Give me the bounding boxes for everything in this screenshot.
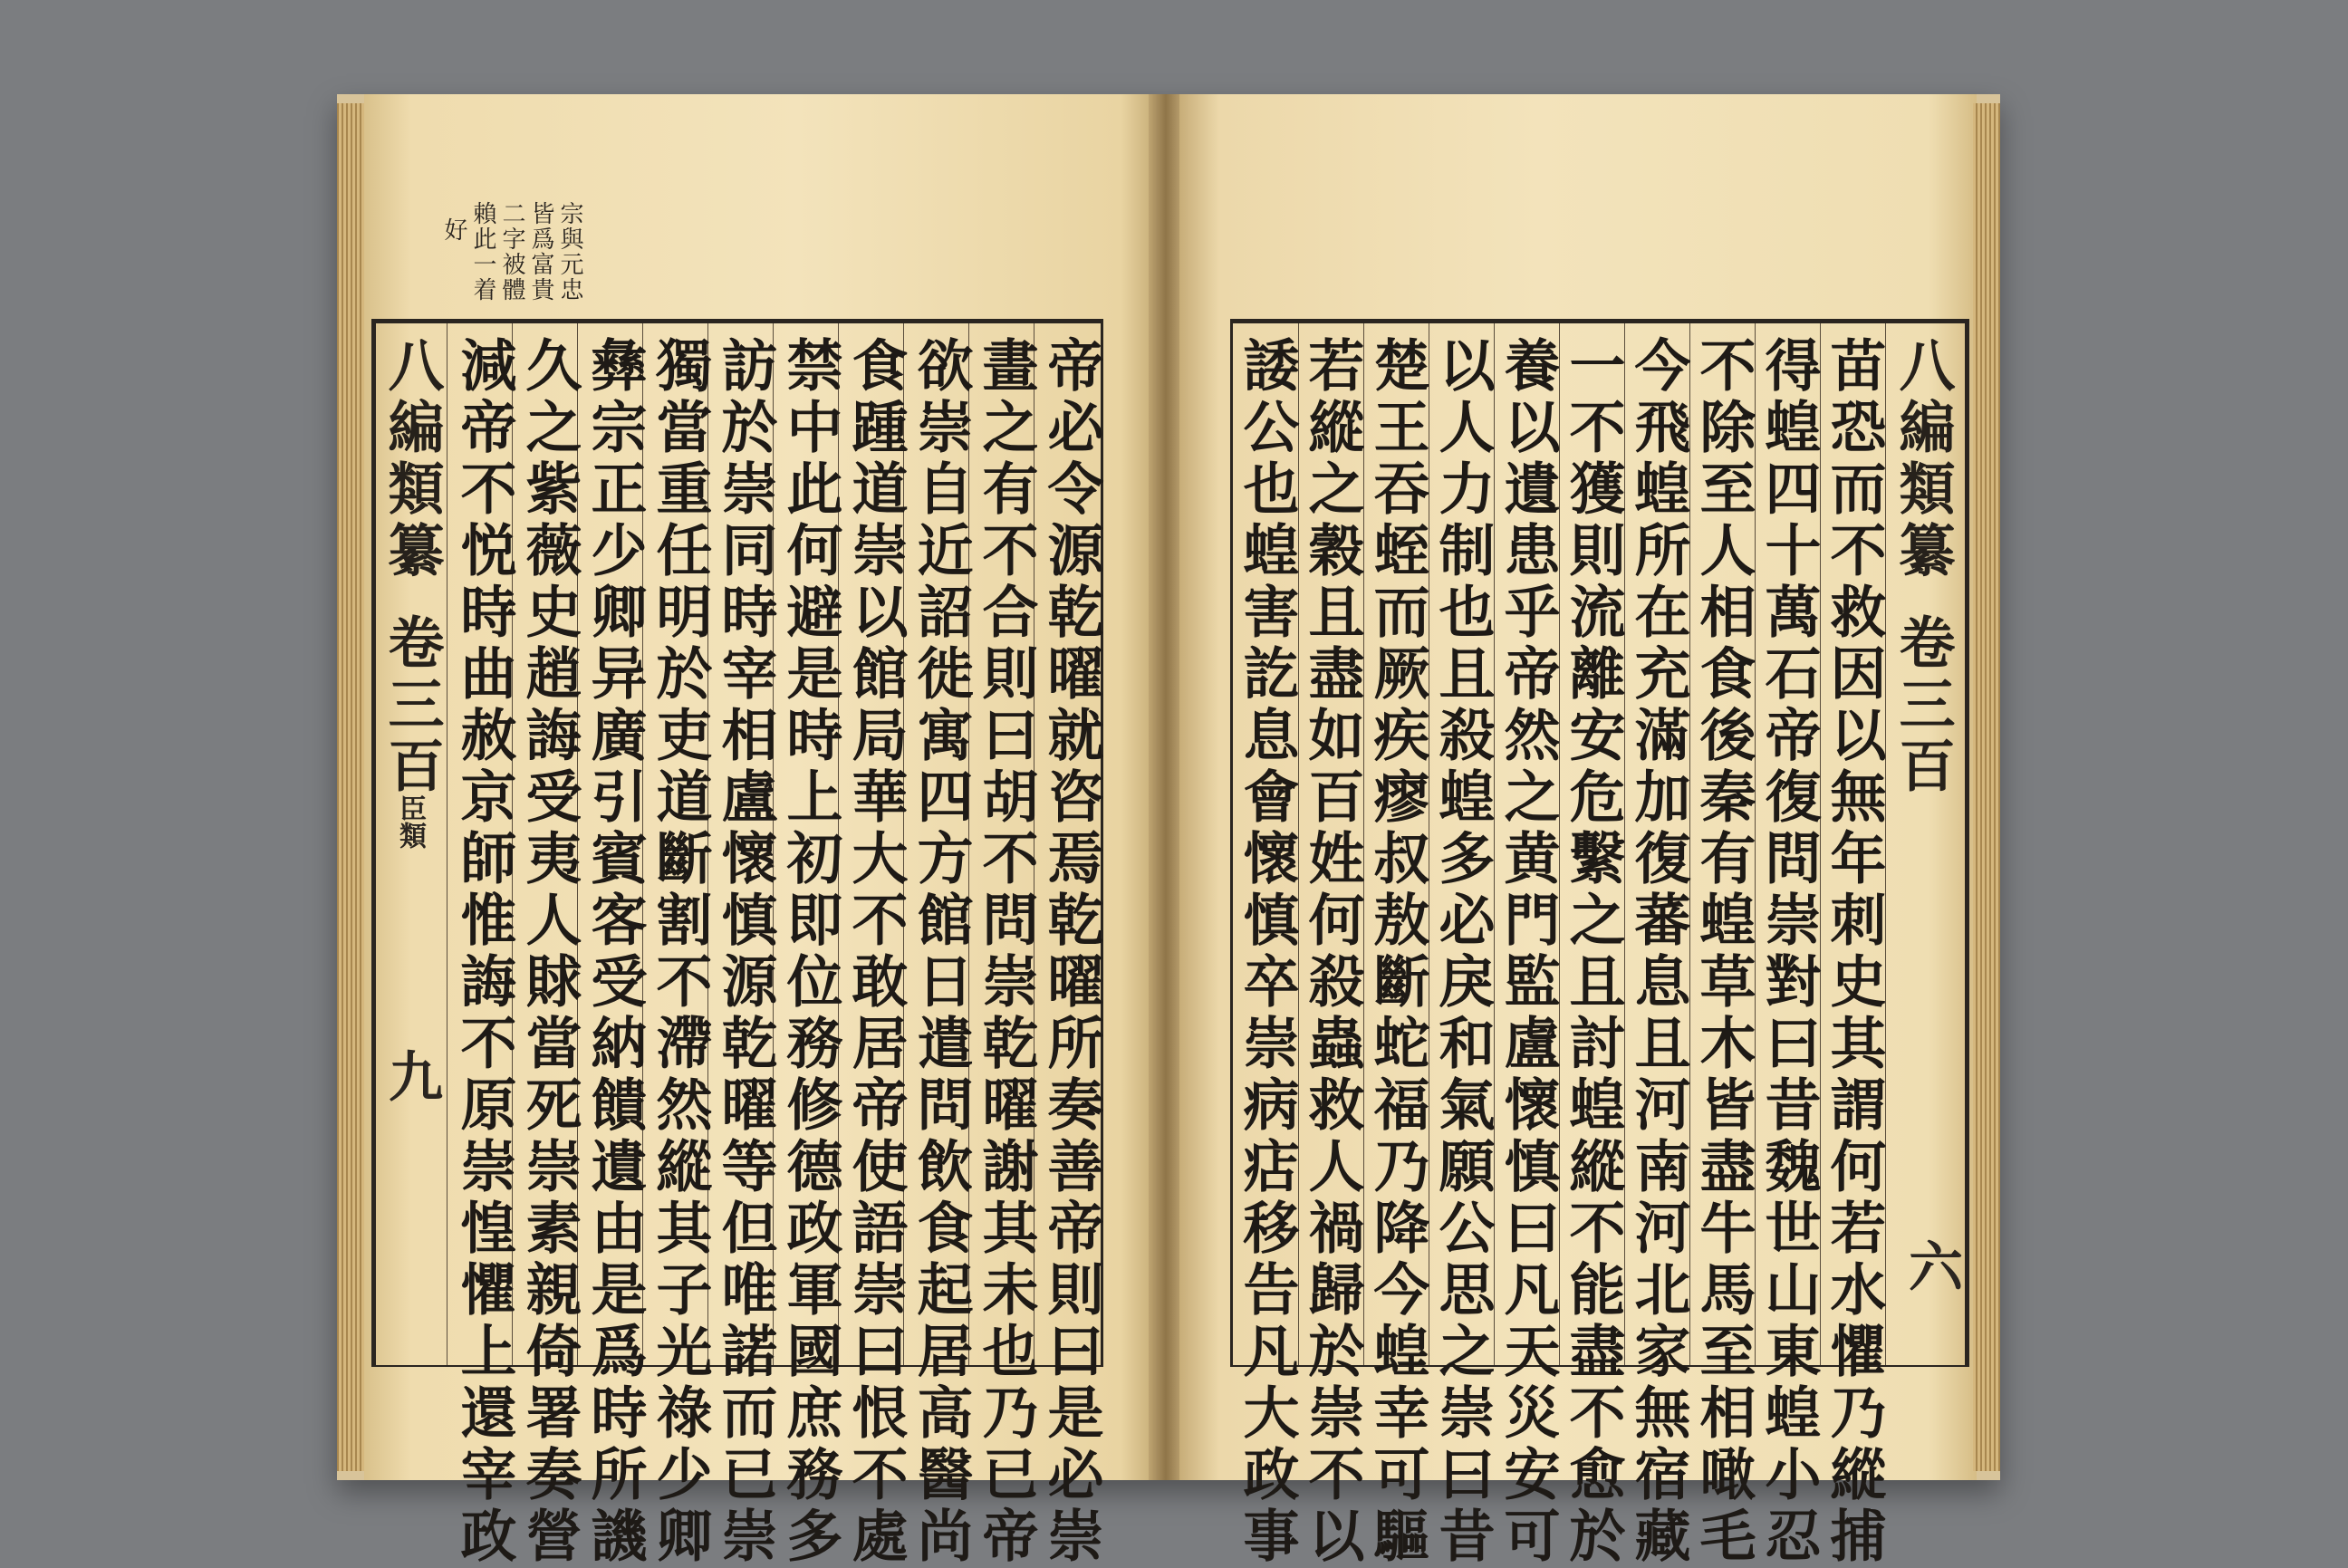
right-text-frame bbox=[1230, 319, 1969, 1568]
text-column: 減帝不悦時曲赦京師惟誨不原崇惶懼上還宰政 bbox=[451, 336, 517, 1568]
text-column: 食踵道崇以館局華大不敢居帝使語崇曰恨不處 bbox=[842, 336, 909, 1568]
header-note-line: 二字被體 bbox=[498, 201, 525, 303]
text-column: 久之紫薇史趙誨受夷人賕當死崇素親倚署奏營 bbox=[516, 336, 582, 1568]
text-column: 不除至人相食後秦有蝗草木皆盡牛馬至相噉毛 bbox=[1690, 336, 1756, 1568]
text-column: 諉公也蝗害訖息會懷慎卒崇病痁移告凡大政事 bbox=[1234, 336, 1300, 1568]
text-column: 得蝗四十萬石帝復問崇對曰昔魏世山東蝗小忍 bbox=[1756, 336, 1822, 1568]
header-note-line: 好 bbox=[440, 217, 467, 243]
left-text-frame bbox=[371, 319, 1104, 1568]
left-margin-folio: 九 bbox=[380, 1048, 443, 1102]
text-column: 彝宗正少卿异廣引賓客受納饋遺由是爲時所譏 bbox=[582, 336, 648, 1568]
left-margin-title: 八編類纂 bbox=[379, 336, 445, 582]
text-column: 訪於崇同時宰相盧懷慎源乾曜等但唯諾而已崇 bbox=[712, 336, 778, 1568]
text-column: 畫之有不合則曰胡不問崇乾曜謝其未也乃已帝 bbox=[973, 336, 1039, 1568]
text-column: 養以遺患乎帝然之黄門監盧懷慎曰凡天災安可 bbox=[1495, 336, 1561, 1568]
left-margin-category: 臣類 bbox=[394, 794, 426, 849]
text-column: 以人力制也且殺蝗多必戾和氣願公思之崇曰昔 bbox=[1429, 336, 1496, 1568]
text-column: 一不獲則流離安危繫之且討蝗縱不能盡不愈於 bbox=[1560, 336, 1626, 1568]
text-column: 楚王吞蛭而厥疾瘳叔敖斷蛇福乃降今蝗幸可驅 bbox=[1364, 336, 1430, 1568]
text-column: 若縱之穀且盡如百姓何殺蟲救人禍歸於崇不以 bbox=[1299, 336, 1365, 1568]
book-gutter bbox=[1149, 94, 1183, 1480]
text-column: 欲崇自近詔徙寓四方館日遣問飲食起居高醫尚 bbox=[908, 336, 974, 1568]
right-margin-title: 八編類纂 bbox=[1890, 336, 1956, 582]
header-note-line: 宗與元忠 bbox=[556, 201, 583, 303]
right-fore-edge bbox=[1973, 103, 2000, 1471]
text-column: 苗恐而不救因以無年刺史其謂何若水懼乃縱捕 bbox=[1821, 336, 1887, 1568]
left-margin-volume: 卷三百 bbox=[379, 613, 445, 798]
right-margin-folio: 六 bbox=[1900, 1238, 1963, 1293]
text-column: 獨當重任明於吏道斷割不滯然縱其子光祿少卿 bbox=[647, 336, 713, 1568]
text-column: 禁中此何避是時上初即位務修德政軍國庶務多 bbox=[777, 336, 843, 1568]
header-note-line: 皆爲富貴 bbox=[527, 201, 554, 303]
text-column: 今飛蝗所在充滿加復蕃息且河南河北家無宿藏 bbox=[1625, 336, 1691, 1568]
right-margin-volume: 卷三百 bbox=[1890, 613, 1956, 798]
left-fore-edge bbox=[337, 103, 368, 1471]
text-column: 帝必令源乾曜就咨焉乾曜所奏善帝則曰是必崇 bbox=[1038, 336, 1104, 1568]
header-note-line: 賴此一着 bbox=[469, 201, 496, 303]
